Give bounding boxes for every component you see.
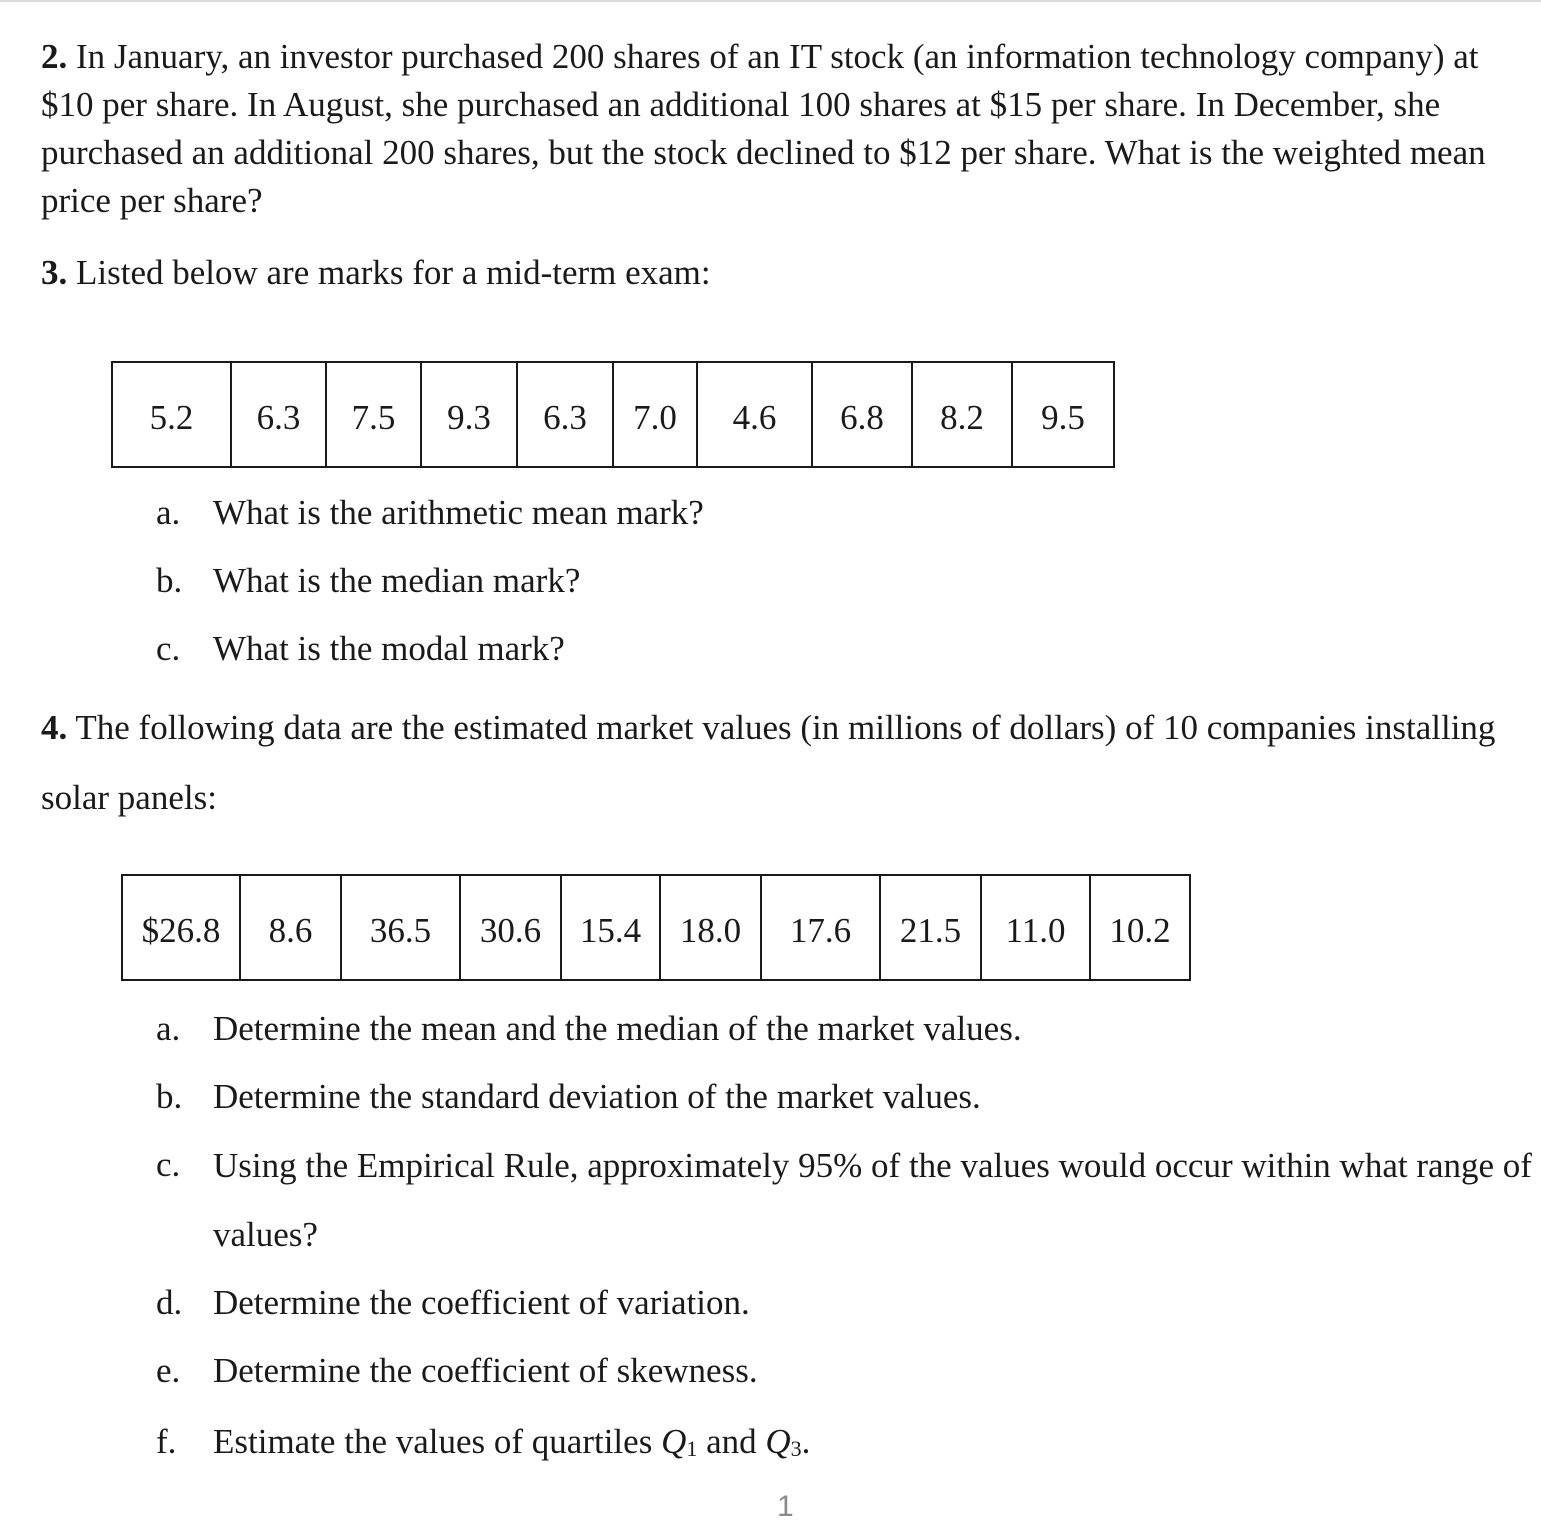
part-letter: b. (156, 1077, 183, 1116)
question-2-text: In January, an investor purchased 200 shares of an IT stock (an information technology company) at $10 per share. In August, she purchased an additional 100 shares at $15 per share. In December, she purchased an additional 200 shares, but the stock declined to $12 per share. What is the weighted mean price per share? (41, 37, 1486, 220)
q1-subscript: 1 (686, 1436, 698, 1461)
q3-subscript: 3 (790, 1436, 802, 1461)
part-text: What is the median mark? (213, 561, 581, 600)
part-text (213, 1418, 810, 1473)
part-text: Using the Empirical Rule, approximately 95% of the values would occur within what range of values? (213, 1146, 1532, 1254)
part-text: What is the arithmetic mean mark? (213, 493, 704, 532)
table-row (122, 875, 1190, 980)
table-cell: 11.0 (981, 875, 1090, 980)
table-cell: 9.5 (1012, 362, 1114, 467)
part-letter: d. (156, 1283, 183, 1322)
q1-symbol: Q (661, 1422, 687, 1461)
table-cell: 4.6 (697, 362, 812, 467)
part-text-start: Estimate the values of quartiles (213, 1422, 662, 1461)
marks-table (111, 361, 1115, 468)
table-cell: 7.0 (613, 362, 697, 467)
part-text: Determine the coefficient of variation. (213, 1283, 750, 1322)
part-letter: c. (156, 1145, 181, 1184)
question-3-text: Listed below are marks for a mid-term exam: (76, 253, 711, 292)
table-cell: 9.3 (421, 362, 517, 467)
part-letter: c. (156, 629, 181, 668)
part-letter: b. (156, 561, 183, 600)
table-cell: $26.8 (122, 875, 240, 980)
part-letter: a. (156, 493, 181, 532)
question-4-number: 4. (41, 708, 68, 747)
part-text-end: . (801, 1422, 811, 1461)
part-letter: e. (156, 1351, 181, 1390)
part-text-mid: and (697, 1422, 766, 1461)
table-cell: 8.6 (240, 875, 341, 980)
question-3 (41, 249, 711, 297)
question-3-number: 3. (41, 253, 68, 292)
q3-symbol: Q (765, 1422, 791, 1461)
question-2 (41, 33, 1521, 225)
page-number: 1 (777, 1490, 794, 1523)
table-cell: 8.2 (912, 362, 1012, 467)
table-cell: 10.2 (1090, 875, 1190, 980)
part-letter: a. (156, 1009, 181, 1048)
table-cell: 6.8 (812, 362, 912, 467)
part-text: Determine the mean and the median of the market values. (213, 1009, 1022, 1048)
market-values-table (121, 874, 1191, 981)
part-text: Determine the standard deviation of the market values. (213, 1077, 981, 1116)
question-4 (41, 693, 1521, 833)
table-cell: 30.6 (460, 875, 561, 980)
table-cell: 36.5 (341, 875, 460, 980)
table-cell: 6.3 (517, 362, 613, 467)
table-cell: 15.4 (561, 875, 660, 980)
question-4-text: The following data are the estimated market values (in millions of dollars) of 10 companies installing solar panels: (41, 708, 1496, 817)
table-cell: 6.3 (231, 362, 326, 467)
top-rule (0, 0, 1541, 2)
table-cell: 7.5 (326, 362, 421, 467)
part-text: What is the modal mark? (213, 629, 565, 668)
table-cell: 5.2 (112, 362, 231, 467)
table-cell: 21.5 (880, 875, 981, 980)
question-2-number: 2. (41, 37, 68, 76)
table-row (112, 362, 1114, 467)
table-cell: 18.0 (660, 875, 761, 980)
part-letter: f. (156, 1422, 177, 1461)
part-text: Determine the coefficient of skewness. (213, 1351, 758, 1390)
table-cell: 17.6 (761, 875, 880, 980)
